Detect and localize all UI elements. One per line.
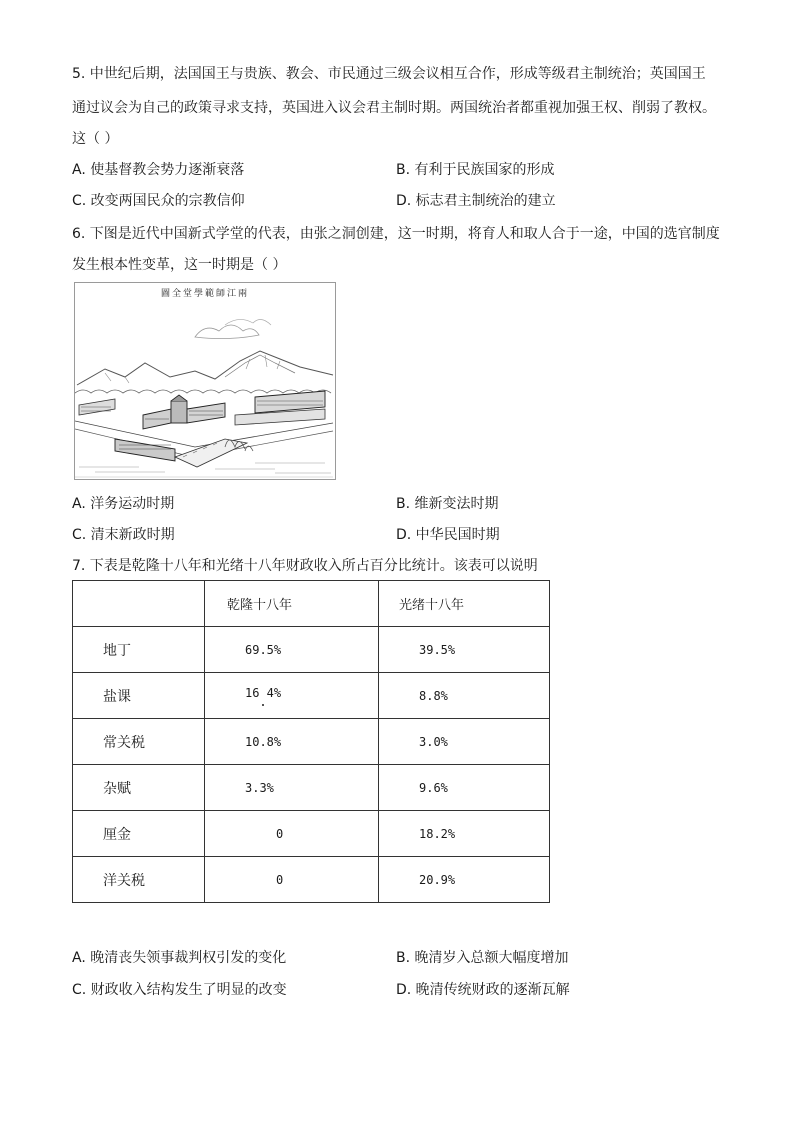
school-campus-drawing bbox=[75, 297, 335, 479]
q5-option-a[interactable]: A. 使基督教会势力逐渐衰落 bbox=[72, 162, 245, 178]
row-qianlong-value-cell bbox=[205, 673, 379, 719]
table-row bbox=[73, 627, 550, 673]
row-qianlong-value: 16 4% bbox=[245, 685, 282, 700]
school-illustration bbox=[74, 282, 336, 480]
row-item: 常关税 bbox=[73, 719, 205, 765]
q7-option-c[interactable]: C. 财政收入结构发生了明显的改变 bbox=[72, 982, 287, 998]
q6-option-a[interactable]: A. 洋务运动时期 bbox=[72, 496, 175, 512]
row-guangxu-value: 9.6% bbox=[379, 765, 550, 811]
row-guangxu-value: 8.8% bbox=[379, 673, 550, 719]
q6-option-c[interactable]: C. 清末新政时期 bbox=[72, 527, 175, 543]
q5-option-d[interactable]: D. 标志君主制统治的建立 bbox=[396, 193, 556, 209]
q6-option-b[interactable]: B. 维新变法时期 bbox=[396, 496, 499, 512]
row-item: 盐课 bbox=[73, 673, 205, 719]
q5-option-b[interactable]: B. 有利于民族国家的形成 bbox=[396, 162, 555, 178]
q6-stem-line-1: 6. 下图是近代中国新式学堂的代表，由张之洞创建，这一时期，将育人和取人合于一途，中国的选官制度 bbox=[72, 226, 720, 242]
q5-stem-line-3: 这（ ） bbox=[72, 131, 119, 147]
row-guangxu-value: 18.2% bbox=[379, 811, 550, 857]
row-item: 洋关税 bbox=[73, 857, 205, 903]
illustration-caption: 圖全堂學範師江兩 bbox=[160, 289, 249, 299]
table-row bbox=[73, 673, 550, 719]
table-header-guangxu: 光绪十八年 bbox=[379, 581, 550, 627]
ink-speck bbox=[262, 704, 264, 706]
table-header-empty bbox=[73, 581, 205, 627]
row-qianlong-value: 3.3% bbox=[205, 765, 379, 811]
q5-stem-line-2: 通过议会为自己的政策寻求支持，英国进入议会君主制时期。两国统治者都重视加强王权、削弱了教权。 bbox=[72, 100, 716, 116]
q7-option-b[interactable]: B. 晚清岁入总额大幅度增加 bbox=[396, 950, 569, 966]
q5-stem-line-1: 5. 中世纪后期，法国国王与贵族、教会、市民通过三级会议相互合作，形成等级君主制统治；英国国王 bbox=[72, 66, 706, 82]
row-guangxu-value: 39.5% bbox=[379, 627, 550, 673]
table-header-qianlong: 乾隆十八年 bbox=[205, 581, 379, 627]
table-row bbox=[73, 719, 550, 765]
row-item: 杂赋 bbox=[73, 765, 205, 811]
row-item: 地丁 bbox=[73, 627, 205, 673]
q6-stem-line-2: 发生根本性变革，这一时期是（ ） bbox=[72, 257, 287, 273]
row-guangxu-value: 3.0% bbox=[379, 719, 550, 765]
q7-option-d[interactable]: D. 晚清传统财政的逐渐瓦解 bbox=[396, 982, 570, 998]
q6-option-d[interactable]: D. 中华民国时期 bbox=[396, 527, 500, 543]
table-row bbox=[73, 765, 550, 811]
q5-option-c[interactable]: C. 改变两国民众的宗教信仰 bbox=[72, 193, 245, 209]
table-row bbox=[73, 857, 550, 903]
row-item: 厘金 bbox=[73, 811, 205, 857]
row-guangxu-value: 20.9% bbox=[379, 857, 550, 903]
q7-option-a[interactable]: A. 晚清丧失领事裁判权引发的变化 bbox=[72, 950, 287, 966]
q7-stem-line-1: 7. 下表是乾隆十八年和光绪十八年财政收入所占百分比统计。该表可以说明 bbox=[72, 558, 538, 574]
table-row bbox=[73, 811, 550, 857]
fiscal-revenue-table bbox=[72, 580, 550, 903]
row-qianlong-value: 0 bbox=[205, 857, 379, 903]
table-header-row bbox=[73, 581, 550, 627]
row-qianlong-value: 0 bbox=[205, 811, 379, 857]
row-qianlong-value: 10.8% bbox=[205, 719, 379, 765]
row-qianlong-value: 69.5% bbox=[205, 627, 379, 673]
